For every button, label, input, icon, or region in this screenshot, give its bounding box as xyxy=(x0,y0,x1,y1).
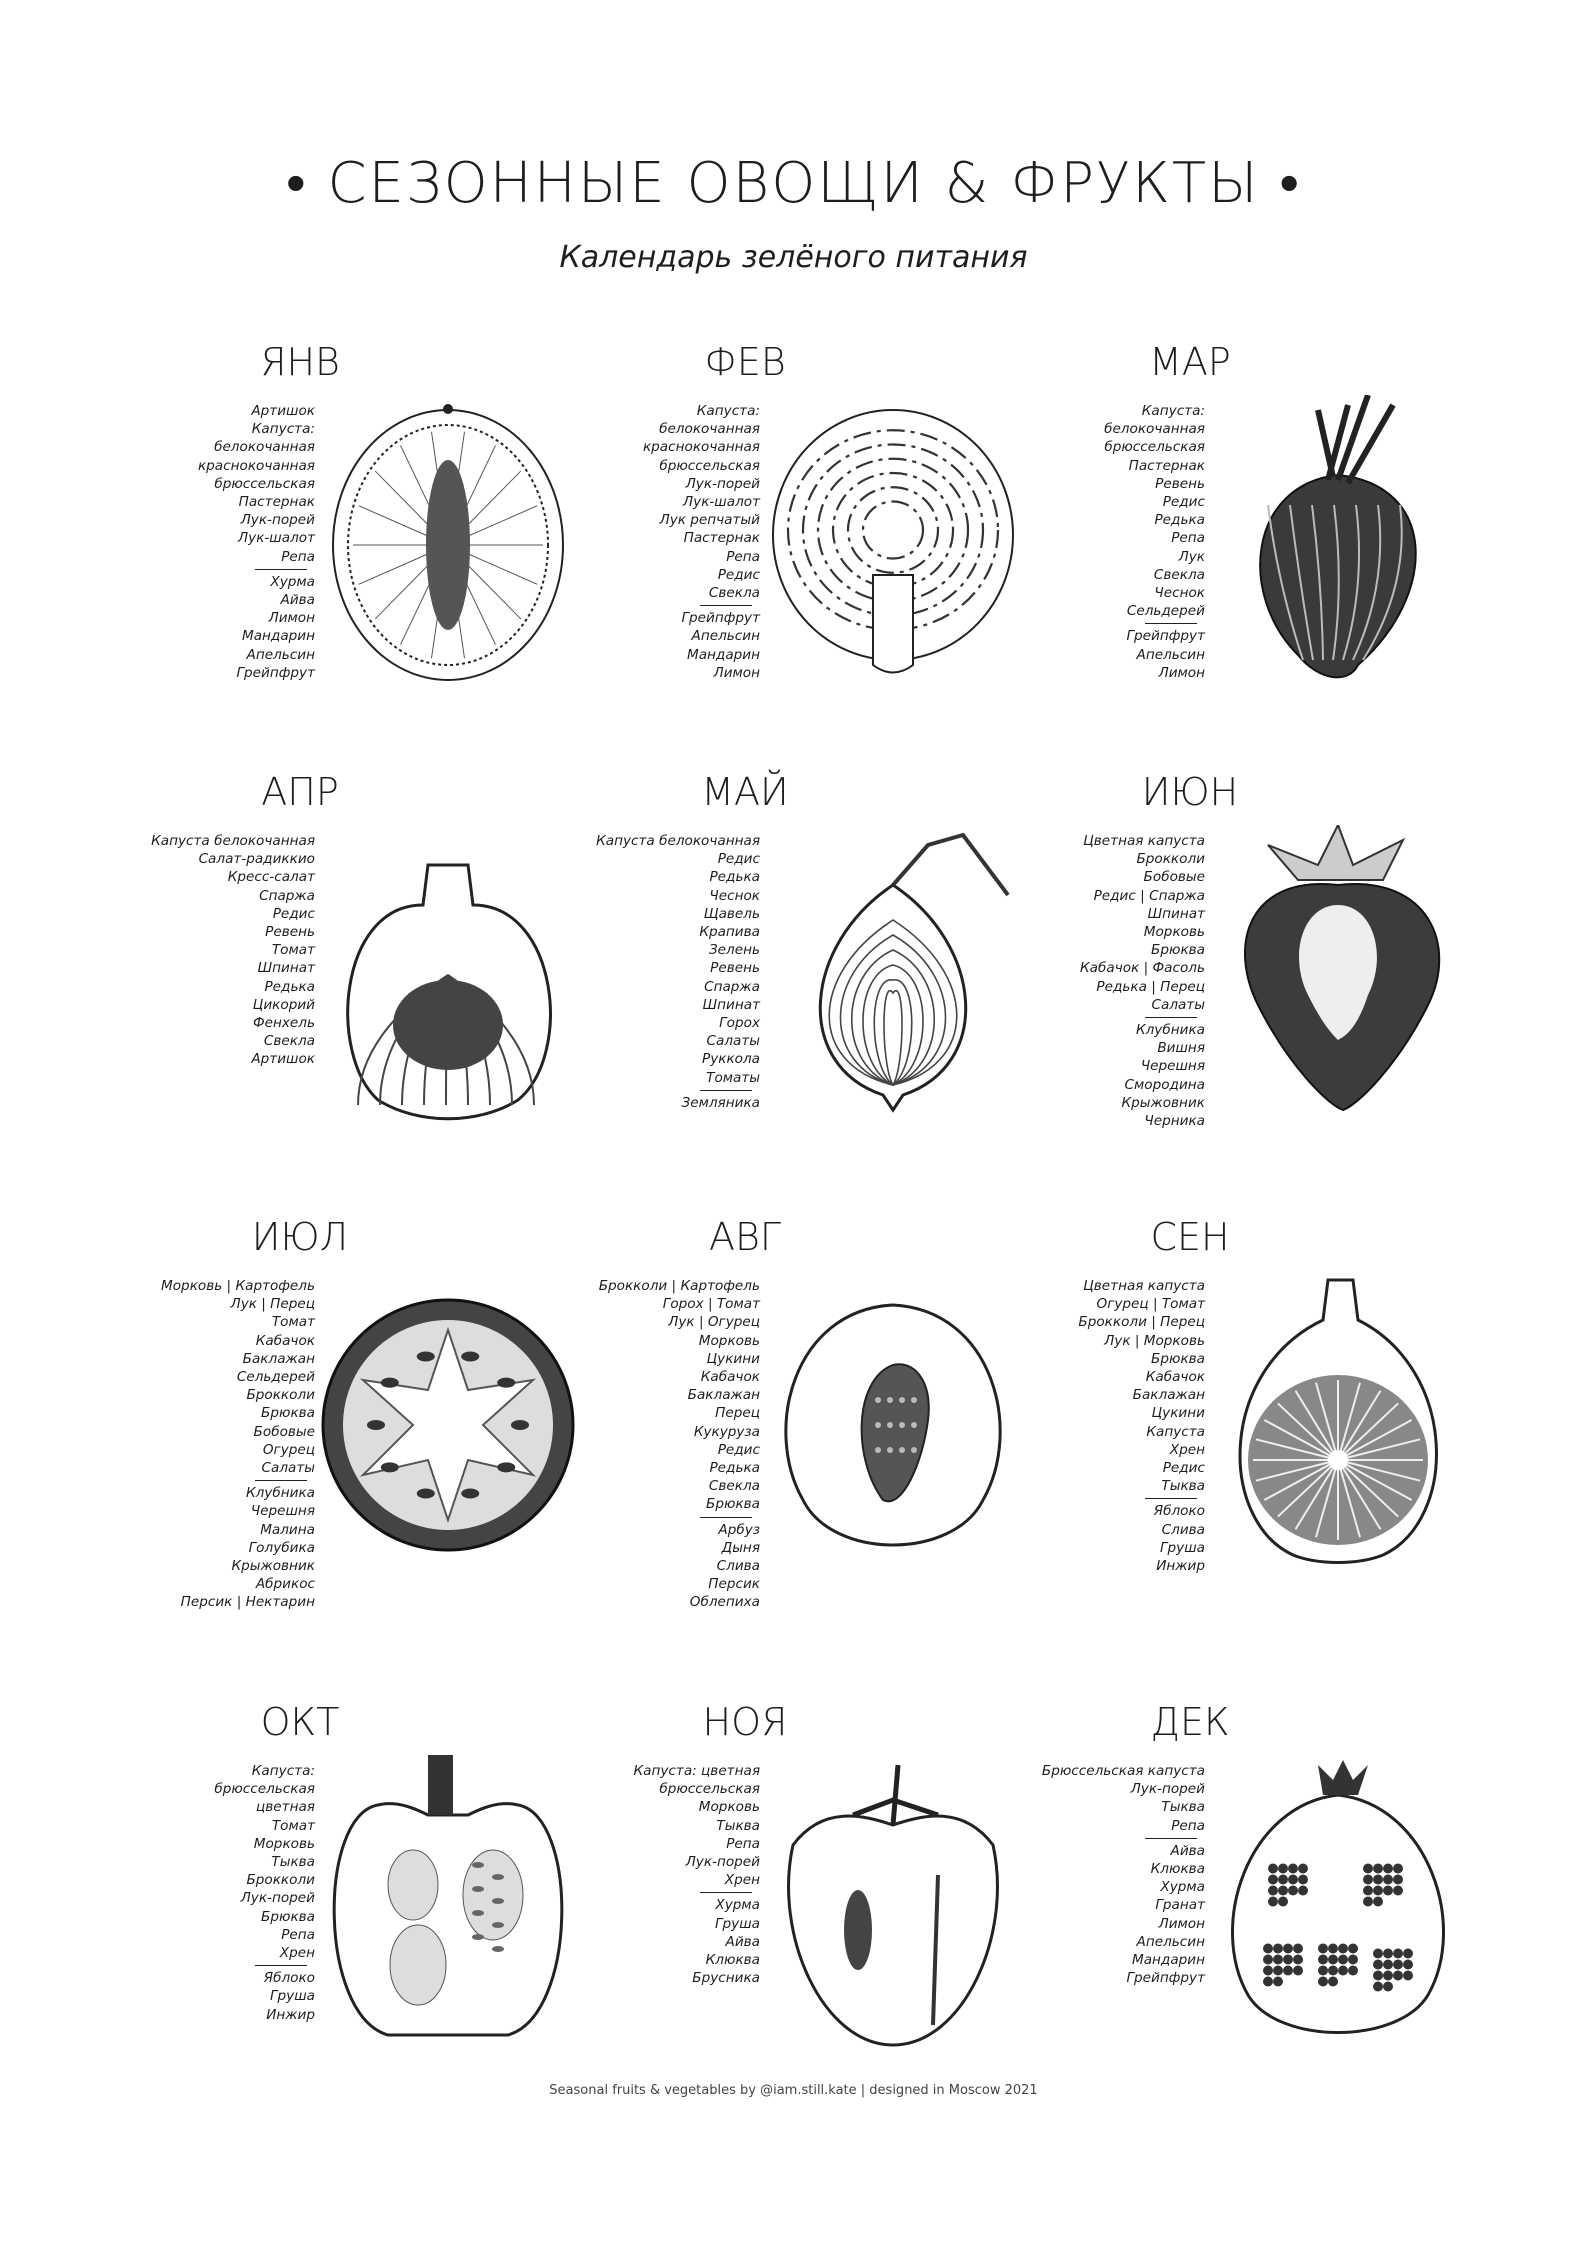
vegetable-item: Щавель xyxy=(703,905,760,922)
fruit-item: Крыжовник xyxy=(1121,1094,1205,1111)
fruit-item: Абрикос xyxy=(255,1576,315,1593)
vegetable-item: Брюква xyxy=(1151,1350,1205,1367)
month-name: ДЕК xyxy=(1150,1700,1230,1744)
produce-list xyxy=(595,1277,760,1612)
month-5 xyxy=(595,770,1055,1190)
month-8 xyxy=(595,1215,1055,1635)
vegetable-item: Свекла xyxy=(708,585,760,602)
vegetable-item: Цукини xyxy=(706,1350,760,1367)
vegetable-item: Репа xyxy=(281,548,315,565)
list-divider xyxy=(1040,1495,1205,1502)
vegetable-item: Лук | Перец xyxy=(230,1296,315,1313)
vegetable-item: Огурец | Томат xyxy=(1096,1296,1205,1313)
vegetable-item: Перец xyxy=(715,1405,760,1422)
vegetable-item: Бобовые xyxy=(1143,869,1205,886)
vegetable-item: Морковь xyxy=(1143,924,1205,941)
month-name: ФЕВ xyxy=(704,340,786,384)
fruit-item: Инжир xyxy=(266,2006,315,2023)
vegetable-item: Редис xyxy=(1162,494,1205,511)
vegetable-item: Морковь xyxy=(253,1835,315,1852)
produce-list xyxy=(150,1762,315,2024)
list-divider xyxy=(595,1889,760,1896)
vegetable-item: Морковь | Картофель xyxy=(161,1278,315,1294)
vegetable-item: Шпинат xyxy=(1147,905,1205,922)
beet-icon xyxy=(1208,395,1468,695)
vegetable-item: Артишок xyxy=(251,403,315,419)
vegetable-item: Чеснок xyxy=(709,887,760,904)
vegetable-item: Томат xyxy=(271,942,315,959)
vegetable-item: Капуста белокочанная xyxy=(151,833,315,849)
vegetable-item: Ревень xyxy=(265,924,315,941)
vegetable-item: Баклажан xyxy=(1132,1387,1205,1404)
poster-subtitle: Календарь зелёного питания xyxy=(559,240,1028,275)
fruit-item: Лимон xyxy=(268,610,315,627)
vegetable-item: Цветная капуста xyxy=(1083,1278,1205,1294)
vegetable-item: Цветная капуста xyxy=(1083,833,1205,849)
fruit-item: Грейпфрут xyxy=(681,610,760,627)
vegetable-item: Репа xyxy=(726,1835,760,1852)
fruit-item: Апельсин xyxy=(691,628,760,645)
vegetable-item: Шпинат xyxy=(702,996,760,1013)
vegetable-item: Редька xyxy=(709,869,760,886)
vegetable-item: Томат xyxy=(271,1314,315,1331)
vegetable-item: Тыква xyxy=(1161,1478,1205,1495)
fruit-item: Вишня xyxy=(1157,1040,1205,1057)
vegetable-item: белокочанная xyxy=(659,421,760,438)
fruit-item: Айва xyxy=(280,592,315,609)
list-divider xyxy=(1040,1014,1205,1021)
list-divider xyxy=(595,602,760,609)
vegetable-item: Редис xyxy=(1162,1460,1205,1477)
fruit-item: Слива xyxy=(1161,1521,1205,1538)
vegetable-item: Репа xyxy=(281,1926,315,1943)
vegetable-item: Лук xyxy=(1178,548,1205,565)
month-10 xyxy=(150,1700,610,2120)
produce-list xyxy=(150,402,315,682)
fruit-item: Лимон xyxy=(1158,1915,1205,1932)
vegetable-item: Тыква xyxy=(716,1817,760,1834)
month-name: ИЮЛ xyxy=(251,1215,349,1259)
vegetable-item: Брокколи xyxy=(1136,851,1205,868)
fruit-item: Айва xyxy=(725,1933,760,1950)
vegetable-item: Свекла xyxy=(1153,566,1205,583)
vegetable-item: Чеснок xyxy=(1154,585,1205,602)
month-name: ЯНВ xyxy=(260,340,340,384)
vegetable-item: Горох xyxy=(719,1015,760,1032)
vegetable-item: Тыква xyxy=(1161,1799,1205,1816)
fruit-item: Арбуз xyxy=(718,1521,760,1538)
list-divider xyxy=(150,1962,315,1969)
produce-list xyxy=(595,1762,760,1987)
vegetable-item: краснокочанная xyxy=(197,457,315,474)
fruit-item: Апельсин xyxy=(1136,1933,1205,1950)
fruit-item: Голубика xyxy=(248,1539,315,1556)
month-7 xyxy=(150,1215,610,1635)
produce-list xyxy=(150,832,315,1069)
fruit-item: Персик xyxy=(708,1576,760,1593)
vegetable-item: Сельдерей xyxy=(1126,603,1205,620)
vegetable-item: Пастернак xyxy=(683,530,760,547)
vegetable-item: Брокколи xyxy=(246,1872,315,1889)
month-3 xyxy=(1040,340,1500,760)
vegetable-item: Лук-шалот xyxy=(682,494,760,511)
month-1 xyxy=(150,340,610,760)
month-name: СЕН xyxy=(1150,1215,1230,1259)
fruit-item: Хурма xyxy=(715,1897,760,1914)
fruit-item: Малина xyxy=(260,1521,315,1538)
vegetable-item: Редис | Спаржа xyxy=(1093,887,1205,904)
vegetable-item: Капуста: xyxy=(1141,403,1205,419)
produce-list xyxy=(595,402,760,682)
vegetable-item: брюссельская xyxy=(1104,439,1205,456)
fruit-item: Земляника xyxy=(681,1094,760,1111)
vegetable-item: Капуста: xyxy=(696,403,760,419)
vegetable-item: Огурец xyxy=(262,1441,315,1458)
vegetable-item: Сельдерей xyxy=(236,1369,315,1386)
month-2 xyxy=(595,340,1055,760)
fruit-item: Крыжовник xyxy=(231,1558,315,1575)
fruit-item: Черника xyxy=(1144,1113,1205,1130)
vegetable-item: Баклажан xyxy=(242,1350,315,1367)
vegetable-item: Репа xyxy=(1171,530,1205,547)
month-name: МАЙ xyxy=(701,770,789,814)
vegetable-item: Лук-порей xyxy=(240,1890,315,1907)
fruit-item: Клюква xyxy=(1150,1861,1205,1878)
vegetable-item: Лук-порей xyxy=(685,1854,760,1871)
produce-list xyxy=(1040,402,1205,682)
peach-cross-section-icon xyxy=(763,1270,1023,1570)
month-name: МАР xyxy=(1149,340,1231,384)
vegetable-item: Пастернак xyxy=(1128,457,1205,474)
vegetable-item: Кабачок xyxy=(255,1332,315,1349)
vegetable-item: Шпинат xyxy=(257,960,315,977)
poster-title: • СЕЗОННЫЕ ОВОЩИ & ФРУКТЫ • xyxy=(286,151,1301,216)
vegetable-item: брюссельская xyxy=(659,457,760,474)
month-12 xyxy=(1040,1700,1500,2120)
vegetable-item: Редис xyxy=(717,851,760,868)
month-4 xyxy=(150,770,610,1190)
fruit-item: Клубника xyxy=(1135,1022,1205,1039)
vegetable-item: Свекла xyxy=(263,1033,315,1050)
month-6 xyxy=(1040,770,1500,1190)
footer-credit: Seasonal fruits & vegetables by @iam.still.kate | designed in Moscow 2021 xyxy=(549,2083,1038,2098)
vegetable-item: Спаржа xyxy=(259,887,315,904)
fruit-item: Слива xyxy=(716,1558,760,1575)
vegetable-item: Салат-радиккио xyxy=(198,851,315,868)
fruit-item: Груша xyxy=(269,1988,315,2005)
fruit-item: Мандарин xyxy=(1131,1952,1205,1969)
fruit-item: Айва xyxy=(1170,1842,1205,1859)
tomato-cross-section-icon xyxy=(318,1270,578,1570)
vegetable-item: Хрен xyxy=(724,1872,760,1889)
vegetable-item: Баклажан xyxy=(687,1387,760,1404)
list-divider xyxy=(595,1514,760,1521)
fruit-item: Апельсин xyxy=(246,646,315,663)
vegetable-item: Морковь xyxy=(698,1799,760,1816)
vegetable-item: Редис xyxy=(272,905,315,922)
vegetable-item: Салаты xyxy=(261,1460,315,1477)
vegetable-item: Горох | Томат xyxy=(662,1296,760,1313)
month-11 xyxy=(595,1700,1055,2120)
vegetable-item: Брюква xyxy=(261,1405,315,1422)
list-divider xyxy=(595,1087,760,1094)
list-divider xyxy=(150,566,315,573)
vegetable-item: Редька xyxy=(264,978,315,995)
fruit-item: Мандарин xyxy=(241,628,315,645)
vegetable-item: Лук-порей xyxy=(1130,1781,1205,1798)
vegetable-item: Томаты xyxy=(706,1069,760,1086)
vegetable-item: Фенхель xyxy=(252,1015,315,1032)
vegetable-item: цветная xyxy=(256,1799,315,1816)
list-divider xyxy=(150,1477,315,1484)
vegetable-item: белокочанная xyxy=(214,439,315,456)
fruit-item: Яблоко xyxy=(1153,1503,1205,1520)
fruit-item: Черешня xyxy=(1140,1058,1205,1075)
vegetable-item: Брокколи xyxy=(246,1387,315,1404)
vegetable-item: Морковь xyxy=(698,1332,760,1349)
vegetable-item: Кабачок xyxy=(700,1369,760,1386)
fruit-item: Брусника xyxy=(692,1970,760,1987)
fruit-item: Грейпфрут xyxy=(1126,1970,1205,1987)
fruit-item: Смородина xyxy=(1124,1076,1205,1093)
vegetable-item: Редька xyxy=(709,1460,760,1477)
month-name: ИЮН xyxy=(1141,770,1239,814)
produce-list xyxy=(1040,1277,1205,1575)
vegetable-item: Ревень xyxy=(710,960,760,977)
fruit-item: Груша xyxy=(1159,1539,1205,1556)
vegetable-item: Лук | Морковь xyxy=(1104,1332,1205,1349)
vegetable-item: Брюква xyxy=(1151,942,1205,959)
month-name: АВГ xyxy=(708,1215,782,1259)
vegetable-item: Салаты xyxy=(706,1033,760,1050)
vegetable-item: брюссельская xyxy=(659,1781,760,1798)
vegetable-item: Редис xyxy=(717,566,760,583)
vegetable-item: Цукини xyxy=(1151,1405,1205,1422)
vegetable-item: брюссельская xyxy=(214,1781,315,1798)
fruit-item: Облепиха xyxy=(689,1594,760,1611)
vegetable-item: Руккола xyxy=(702,1051,760,1068)
vegetable-item: Хрен xyxy=(1169,1441,1205,1458)
vegetable-item: Кукуруза xyxy=(693,1423,760,1440)
vegetable-item: Кресс-салат xyxy=(227,869,315,886)
fruit-item: Лимон xyxy=(1158,664,1205,681)
pumpkin-cross-section-icon xyxy=(318,1755,578,2055)
produce-list xyxy=(1040,1762,1205,1987)
vegetable-item: Спаржа xyxy=(704,978,760,995)
vegetable-item: Салаты xyxy=(1151,996,1205,1013)
fruit-item: Хурма xyxy=(270,573,315,590)
vegetable-item: Лук-порей xyxy=(685,475,760,492)
vegetable-item: Кабачок | Фасоль xyxy=(1080,960,1205,977)
month-name: НОЯ xyxy=(702,1700,788,1744)
vegetable-item: Капуста: xyxy=(251,421,315,438)
fruit-item: Грейпфрут xyxy=(236,664,315,681)
strawberry-cross-section-icon xyxy=(1208,825,1468,1125)
fig-cross-section-icon xyxy=(1208,1270,1468,1570)
fruit-item: Мандарин xyxy=(686,646,760,663)
vegetable-item: брюссельская xyxy=(214,475,315,492)
fruit-item: Яблоко xyxy=(263,1970,315,1987)
vegetable-item: Цикорий xyxy=(252,996,315,1013)
produce-list xyxy=(150,1277,315,1612)
list-divider xyxy=(1040,1835,1205,1842)
fruit-item: Персик | Нектарин xyxy=(180,1594,315,1611)
vegetable-item: Хрен xyxy=(279,1945,315,1962)
produce-list xyxy=(595,832,760,1112)
vegetable-item: Лук-шалот xyxy=(237,530,315,547)
artichoke-cross-section-icon xyxy=(318,825,578,1125)
cabbage-cross-section-icon xyxy=(763,395,1023,695)
vegetable-item: Капуста xyxy=(1146,1423,1205,1440)
vegetable-item: Капуста: xyxy=(251,1763,315,1779)
vegetable-item: Ревень xyxy=(1155,475,1205,492)
list-divider xyxy=(1040,620,1205,627)
vegetable-item: Брюква xyxy=(706,1496,760,1513)
fruit-item: Дыня xyxy=(721,1539,760,1556)
vegetable-item: Тыква xyxy=(271,1854,315,1871)
vegetable-item: Лук-порей xyxy=(240,512,315,529)
vegetable-item: Лук | Огурец xyxy=(668,1314,760,1331)
vegetable-item: Пастернак xyxy=(238,494,315,511)
month-name: ОКТ xyxy=(260,1700,340,1744)
vegetable-item: Томат xyxy=(271,1817,315,1834)
onion-cross-section-icon xyxy=(763,825,1023,1125)
fruit-item: Апельсин xyxy=(1136,646,1205,663)
fruit-item: Груша xyxy=(714,1915,760,1932)
fruit-item: Клубника xyxy=(245,1485,315,1502)
pomegranate-cross-section-icon xyxy=(1208,1755,1468,2055)
vegetable-item: Брокколи | Картофель xyxy=(598,1278,760,1294)
fruit-item: Клюква xyxy=(705,1952,760,1969)
vegetable-item: Репа xyxy=(726,548,760,565)
produce-list xyxy=(1040,832,1205,1130)
vegetable-item: Капуста белокочанная xyxy=(596,833,760,849)
vegetable-item: Свекла xyxy=(708,1478,760,1495)
vegetable-item: Редька xyxy=(1154,512,1205,529)
persimmon-cross-section-icon xyxy=(763,1755,1023,2055)
fruit-item: Грейпфрут xyxy=(1126,628,1205,645)
vegetable-item: Артишок xyxy=(251,1051,315,1068)
fruit-item: Лимон xyxy=(713,664,760,681)
vegetable-item: Крапива xyxy=(699,924,760,941)
vegetable-item: Редька | Перец xyxy=(1096,978,1205,995)
fruit-item: Черешня xyxy=(250,1503,315,1520)
vegetable-item: Репа xyxy=(1171,1817,1205,1834)
vegetable-item: краснокочанная xyxy=(642,439,760,456)
vegetable-item: Бобовые xyxy=(253,1423,315,1440)
month-name: АПР xyxy=(261,770,339,814)
fruit-item: Инжир xyxy=(1156,1558,1205,1575)
vegetable-item: Зелень xyxy=(708,942,760,959)
vegetable-item: Лук репчатый xyxy=(659,512,760,529)
vegetable-item: Брюссельская капуста xyxy=(1041,1763,1205,1779)
fruit-item: Хурма xyxy=(1160,1879,1205,1896)
vegetable-item: Капуста: цветная xyxy=(633,1763,760,1779)
vegetable-item: Редис xyxy=(717,1441,760,1458)
vegetable-item: Брокколи | Перец xyxy=(1078,1314,1205,1331)
orange-cross-section-icon xyxy=(318,395,578,695)
month-9 xyxy=(1040,1215,1500,1635)
vegetable-item: Кабачок xyxy=(1145,1369,1205,1386)
vegetable-item: Брюква xyxy=(261,1908,315,1925)
vegetable-item: белокочанная xyxy=(1104,421,1205,438)
fruit-item: Гранат xyxy=(1155,1897,1205,1914)
